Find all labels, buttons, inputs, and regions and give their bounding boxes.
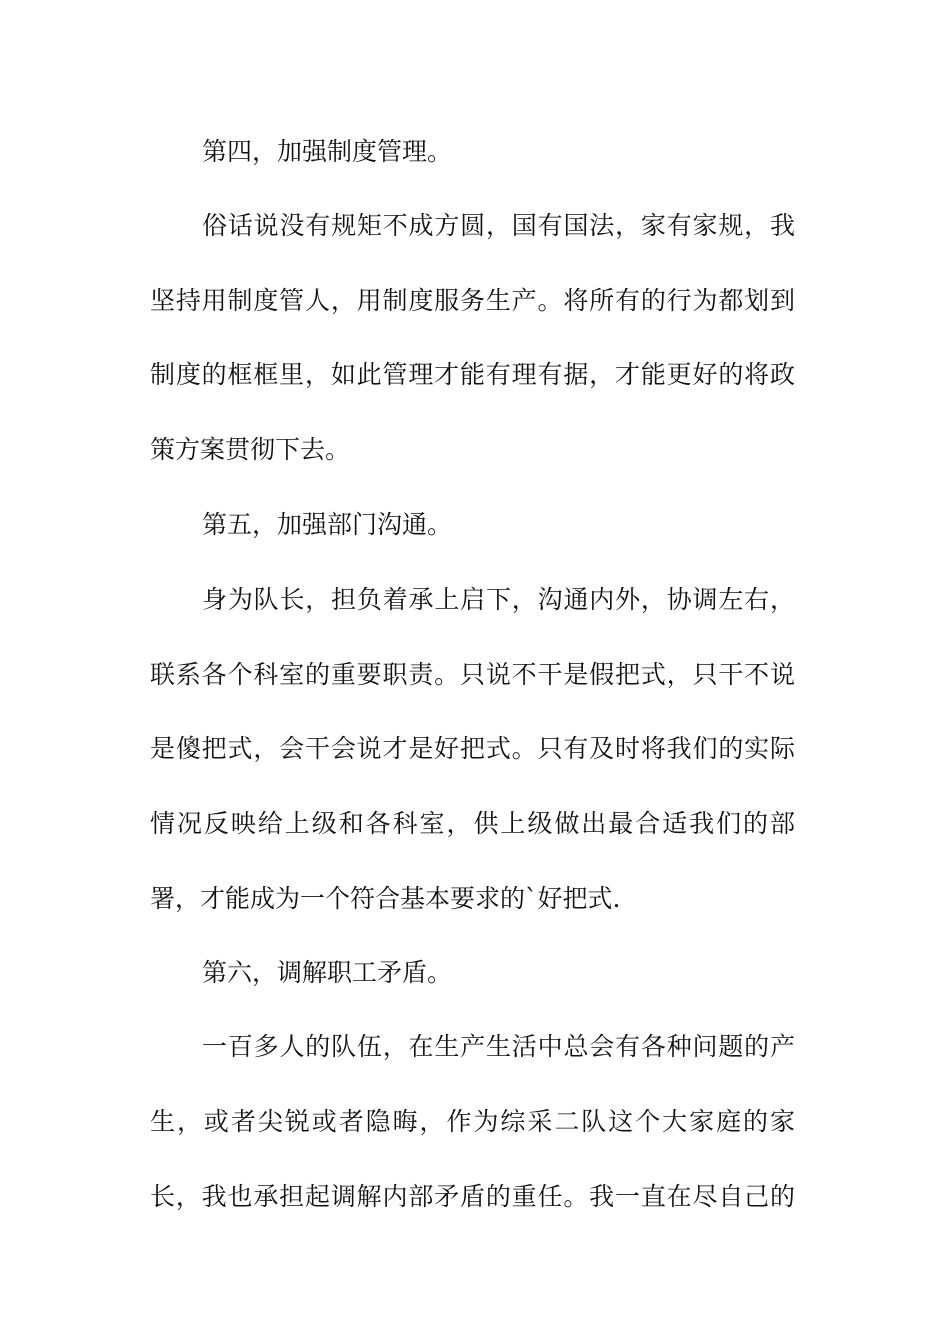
paragraph-line: 署，才能成为一个符合基本要求的`好把式. [150,884,621,913]
paragraph-line: 一百多人的队伍，在生产生活中总会有各种问题的产 [202,1032,795,1061]
paragraph-line: 是傻把式，会干会说才是好把式。只有及时将我们的实际 [150,734,795,763]
paragraph-line: 策方案贯彻下去。 [150,435,351,464]
heading-fourth: 第四，加强制度管理。 [202,137,453,166]
paragraph-line: 俗话说没有规矩不成方圆，国有国法，家有家规，我 [202,211,795,240]
paragraph-line: 生，或者尖锐或者隐晦，作为综采二队这个大家庭的家 [150,1107,795,1136]
heading-sixth: 第六，调解职工矛盾。 [202,958,453,987]
paragraph-line: 情况反映给上级和各科室，供上级做出最合适我们的部 [150,809,795,838]
paragraph-line: 长，我也承担起调解内部矛盾的重任。我一直在尽自己的 [150,1182,795,1211]
paragraph-line: 联系各个科室的重要职责。只说不干是假把式，只干不说 [150,660,795,689]
paragraph-line: 坚持用制度管人，用制度服务生产。将所有的行为都划到 [150,286,795,315]
heading-fifth: 第五，加强部门沟通。 [202,510,453,539]
paragraph-line: 制度的框框里，如此管理才能有理有据，才能更好的将政 [150,360,795,389]
paragraph-line: 身为队长，担负着承上启下，沟通内外，协调左右， [202,585,795,614]
